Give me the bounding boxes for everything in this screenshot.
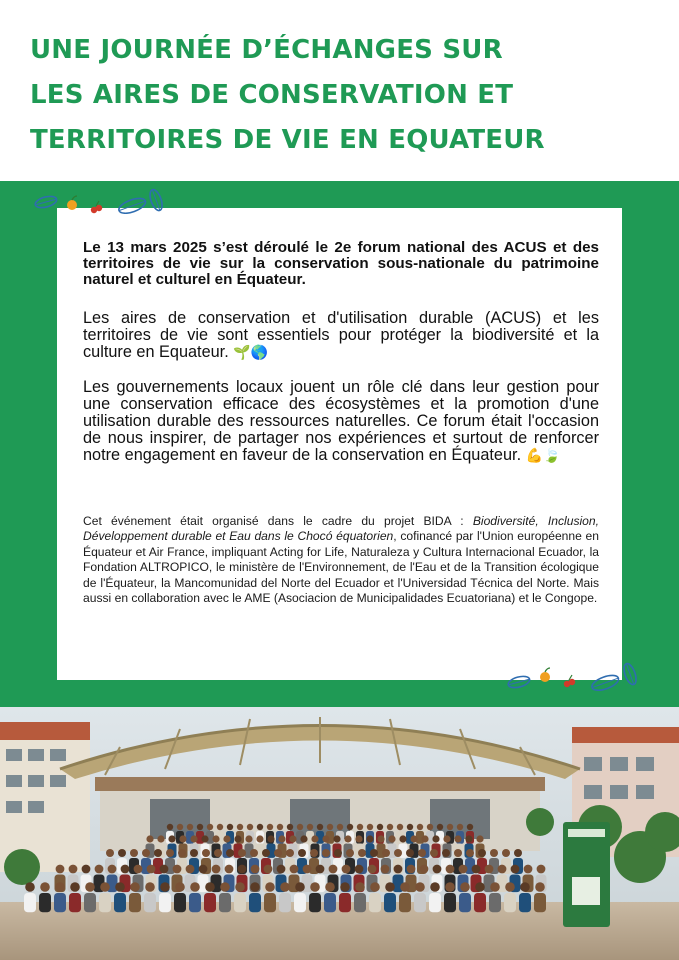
person-head [524,865,533,874]
person-head [175,882,185,892]
person-head [118,849,126,857]
person-head [167,824,173,830]
person-head [168,835,175,842]
title-line-1: UNE JOURNÉE D’ÉCHANGES SUR [30,35,503,65]
person-body [474,893,486,912]
person-head [355,865,364,874]
page-title [30,28,650,163]
person-head [511,865,520,874]
person-head [277,865,286,874]
person-head [381,865,390,874]
person-head [235,882,245,892]
paragraph-acus-text: Les aires de conservation et d'utilisation durable (ACUS) et les territoires de vie sont essentiels pour protéger la biodiversité et la culture en Equateur. [83,309,599,361]
person-head [300,835,307,842]
person-head [106,849,114,857]
person-head [322,835,329,842]
person-head [121,865,130,874]
person-head [400,882,410,892]
person-head [478,849,486,857]
person-head [370,849,378,857]
person-head [505,882,515,892]
person-body [234,893,246,912]
person-head [212,835,219,842]
person-head [220,882,230,892]
person-head [267,824,273,830]
person-head [227,824,233,830]
person-body [54,893,66,912]
person-body [84,893,96,912]
person-head [297,824,303,830]
person-body [384,893,396,912]
person-body [279,893,291,912]
event-banner [563,822,610,927]
person-head [427,824,433,830]
person-body [369,893,381,912]
paragraph-local-governments [83,379,599,465]
person-head [173,865,182,874]
person-head [303,865,312,874]
person-head [459,865,468,874]
person-head [277,824,283,830]
person-head [108,865,117,874]
person-head [190,849,198,857]
person-head [157,835,164,842]
person-body [264,893,276,912]
person-head [442,849,450,857]
person-head [410,835,417,842]
person-head [69,865,78,874]
fruit-icon [540,668,550,682]
person-head [430,882,440,892]
person-head [415,882,425,892]
person-head [467,824,473,830]
person-head [205,882,215,892]
person-head [262,849,270,857]
person-body [534,893,546,912]
person-head [310,882,320,892]
person-body [429,893,441,912]
person-head [355,882,365,892]
person-body [324,893,336,912]
person-body [399,893,411,912]
person-head [115,882,125,892]
paragraph-acus [83,310,599,362]
leaf-icon [590,672,620,692]
person-head [460,882,470,892]
person-head [514,849,522,857]
person-head [433,865,442,874]
person-head [245,835,252,842]
person-head [145,882,155,892]
person-head [287,824,293,830]
person-body [459,893,471,912]
person-head [394,865,403,874]
person-head [316,865,325,874]
person-head [70,882,80,892]
credits-intro: Cet événement était organisé dans le cadre du projet BIDA : [83,514,473,528]
person-head [177,824,183,830]
person-head [418,849,426,857]
person-head [325,882,335,892]
decoration-top-left [32,186,172,218]
leaf-icon [622,662,639,686]
person-head [447,824,453,830]
person-head [357,824,363,830]
person-head [199,865,208,874]
person-head [251,865,260,874]
person-body [159,893,171,912]
person-head [197,824,203,830]
person-head [267,835,274,842]
credits-paragraph [83,514,599,606]
person-head [432,835,439,842]
person-head [190,835,197,842]
person-head [388,835,395,842]
person-head [238,849,246,857]
person-body [519,893,531,912]
person-head [56,865,65,874]
berry-icon [91,201,102,213]
person-head [490,849,498,857]
fruit-icon [67,196,77,210]
leaf-icon [507,674,531,689]
person-body [294,893,306,912]
person-head [342,865,351,874]
person-head [40,882,50,892]
person-head [160,882,170,892]
person-head [475,882,485,892]
person-head [446,865,455,874]
person-head [160,865,169,874]
person-head [337,824,343,830]
person-body [504,893,516,912]
person-head [347,824,353,830]
person-head [214,849,222,857]
credits-partners: , cofinancé par l'Union européenne en Équateur et Air France, impliquant Acting for Life, Naturaleza y Cultura Internacional Ecuador, la Fondation ALTROPICO, le ministère de l'Environnement, de l'Eau et de la Transition écologique de l'Équateur, la Mancomunidad del Norte del Ecuador et l'Universidad Técnica del Norte. Mais aussi en collaboration avec le AME (Asociacion de Municipalidades Ecuatoriana) et le Congope. [83,529,599,606]
person-body [99,893,111,912]
person-head [437,824,443,830]
title-line-2: LES AIRES DE CONSERVATION ET [30,80,514,110]
person-head [295,882,305,892]
leaf-icon [117,195,147,216]
person-head [366,835,373,842]
person-body [114,893,126,912]
person-head [286,849,294,857]
person-head [394,849,402,857]
person-head [367,824,373,830]
person-head [421,835,428,842]
person-body [489,893,501,912]
person-head [454,849,462,857]
person-head [358,849,366,857]
project-name: Biodiversité, Inclusion, Développement durable et Eau dans le Chocó équatorien [83,514,599,544]
person-head [217,824,223,830]
person-head [399,835,406,842]
person-head [212,865,221,874]
group-photo [0,707,679,960]
person-head [223,835,230,842]
person-body [69,893,81,912]
person-head [247,824,253,830]
person-head [407,865,416,874]
person-head [502,849,510,857]
person-head [387,824,393,830]
person-head [327,824,333,830]
person-head [250,849,258,857]
person-head [311,835,318,842]
person-head [443,835,450,842]
person-head [146,835,153,842]
person-head [134,865,143,874]
person-head [186,865,195,874]
person-body [309,893,321,912]
person-head [430,849,438,857]
person-head [535,882,545,892]
leaf-icon [34,194,58,209]
person-head [234,835,241,842]
person-head [322,849,330,857]
person-head [377,835,384,842]
person-head [406,849,414,857]
person-head [130,882,140,892]
person-head [225,865,234,874]
person-head [237,824,243,830]
person-body [219,893,231,912]
person-head [385,882,395,892]
person-head [179,835,186,842]
person-head [147,865,156,874]
person-head [329,865,338,874]
person-head [382,849,390,857]
person-head [307,824,313,830]
person-head [278,835,285,842]
person-head [187,824,193,830]
person-body [444,893,456,912]
person-head [476,835,483,842]
person-head [445,882,455,892]
person-body [189,893,201,912]
person-head [201,835,208,842]
person-head [334,849,342,857]
person-head [238,865,247,874]
person-head [298,849,306,857]
person-head [264,865,273,874]
person-head [130,849,138,857]
leaf-icon [148,188,165,212]
person-head [178,849,186,857]
person-head [265,882,275,892]
person-head [290,865,299,874]
person-head [256,835,263,842]
person-head [370,882,380,892]
person-head [454,835,461,842]
seedling-globe-emoji: 🌱🌎 [233,345,269,361]
person-head [280,882,290,892]
person-body [249,893,261,912]
person-head [457,824,463,830]
person-body [129,893,141,912]
person-head [485,865,494,874]
person-body [39,893,51,912]
person-head [55,882,65,892]
person-body [204,893,216,912]
left-building [0,722,90,872]
person-head [346,849,354,857]
group-photo-illustration [0,707,679,960]
person-head [82,865,91,874]
person-head [397,824,403,830]
person-head [95,865,104,874]
muscle-leaf-emoji: 💪🍃 [525,448,561,464]
decoration-bottom-right [505,660,645,692]
person-head [368,865,377,874]
person-head [274,849,282,857]
person-head [85,882,95,892]
person-head [202,849,210,857]
person-head [25,882,35,892]
person-head [317,824,323,830]
person-head [355,835,362,842]
person-head [226,849,234,857]
person-head [344,835,351,842]
person-body [144,893,156,912]
person-head [537,865,546,874]
person-head [377,824,383,830]
person-head [289,835,296,842]
person-head [340,882,350,892]
person-body [414,893,426,912]
person-head [465,835,472,842]
person-head [333,835,340,842]
person-head [490,882,500,892]
person-head [100,882,110,892]
paragraph-local-governments-text: Les gouvernements locaux jouent un rôle clé dans leur gestion pour une conservation efficace des écosystèmes et la promotion d'une utilisation durable des ressources naturelles. Ce forum était l'occasion de nous inspirer, de partager nos expériences et surtout de renforcer notre engagement en faveur de la conservation en Équateur. [83,378,599,464]
berry-icon [564,675,575,687]
person-head [472,865,481,874]
person-head [190,882,200,892]
person-head [166,849,174,857]
person-head [520,882,530,892]
person-body [24,893,36,912]
person-head [207,824,213,830]
person-head [154,849,162,857]
person-body [339,893,351,912]
person-head [417,824,423,830]
title-line-3: TERRITOIRES DE VIE EN EQUATEUR [30,125,545,155]
intro-paragraph: Le 13 mars 2025 s’est déroulé le 2e forum national des ACUS et des territoires de vie sur la conservation sous-nationale du patrimoine naturel et culturel en Équateur. [83,239,599,288]
person-head [250,882,260,892]
person-body [174,893,186,912]
person-head [498,865,507,874]
person-head [407,824,413,830]
person-head [466,849,474,857]
person-head [257,824,263,830]
person-head [420,865,429,874]
person-body [354,893,366,912]
person-head [310,849,318,857]
person-head [142,849,150,857]
